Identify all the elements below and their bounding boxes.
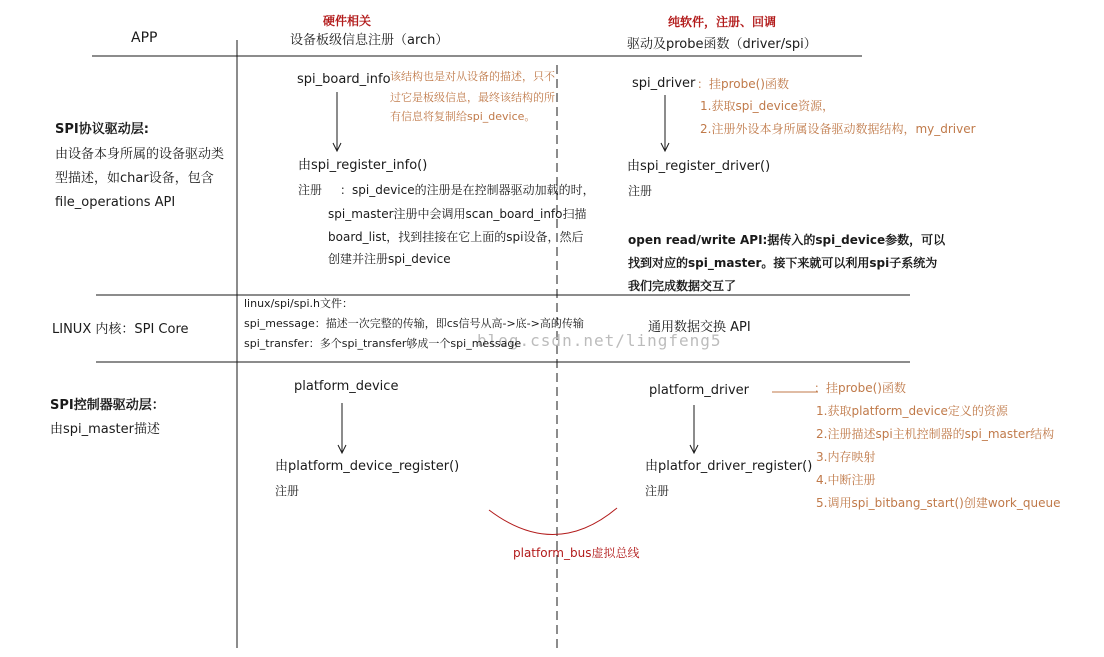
- hardware-subtitle: 设备板级信息注册（arch）: [290, 33, 449, 48]
- api-desc-1: open read/write API:据传入的spi_device参数，可以: [628, 233, 946, 247]
- platform-driver: platform_driver: [649, 383, 749, 398]
- controller-probe-item-4: 4.中断注册: [816, 473, 876, 487]
- board-info-note-3: 有信息将复制给spi_device。: [390, 110, 536, 123]
- spi-transfer-desc: spi_transfer：多个spi_transfer够成一个spi_message: [244, 337, 522, 350]
- driver-probe-title: ：挂probe()函数: [697, 77, 789, 91]
- api-desc-2: 找到对应的spi_master。接下来就可以利用spi子系统为: [628, 256, 938, 270]
- controller-probe-item-1: 1.获取platform_device定义的资源: [816, 404, 1008, 418]
- driver-probe-item-2: 2.注册外设本身所属设备驱动数据结构，my_driver: [700, 122, 976, 136]
- board-detail-1: ：spi_device的注册是在控制器驱动加载的时，: [340, 183, 595, 197]
- controller-probe-item-5: 5.调用spi_bitbang_start()创建work_queue: [816, 496, 1061, 510]
- spi-register-driver-note: 注册: [628, 184, 653, 198]
- platform-driver-register: 由platfor_driver_register(): [645, 459, 813, 474]
- software-title: 纯软件，注册、回调: [668, 15, 777, 29]
- protocol-layer-desc-2: 型描述，如char设备，包含: [55, 171, 214, 186]
- controller-layer-desc: 由spi_master描述: [50, 422, 160, 437]
- protocol-layer-desc-3: file_operations API: [55, 195, 176, 210]
- api-desc-3: 我们完成数据交互了: [628, 279, 737, 293]
- controller-probe-title: ：挂probe()函数: [814, 381, 906, 395]
- controller-probe-item-3: 3.内存映射: [816, 450, 876, 464]
- platform-device: platform_device: [294, 379, 399, 394]
- hardware-title: 硬件相关: [323, 14, 372, 28]
- driver-probe-item-1: 1.获取spi_device资源，: [700, 99, 835, 113]
- platform-device-register-note: 注册: [275, 484, 300, 498]
- board-info-note-2: 过它是板级信息，最终该结构的所: [390, 91, 555, 104]
- data-exchange-api: 通用数据交换 API: [648, 320, 751, 335]
- controller-layer-title: SPI控制器驱动层：: [50, 398, 165, 413]
- platform-bus-curve: [489, 508, 617, 535]
- spi-register-driver: 由spi_register_driver(): [627, 159, 771, 174]
- spi-register-info: 由spi_register_info(): [298, 158, 428, 173]
- board-info-note-1: 该结构也是对从设备的描述，只不: [390, 70, 555, 83]
- spi-message-desc: spi_message：描述一次完整的传输，即cs信号从高->底->高的传输: [244, 317, 584, 330]
- software-subtitle: 驱动及probe函数（driver/spi）: [627, 37, 817, 52]
- board-detail-3: board_list，找到挂接在它上面的spi设备，然后: [328, 230, 584, 244]
- app-label: APP: [131, 30, 158, 46]
- spi-header-file: linux/spi/spi.h文件：: [244, 297, 353, 310]
- platform-driver-register-note: 注册: [645, 484, 670, 498]
- protocol-layer-title: SPI协议驱动层:: [55, 122, 149, 137]
- board-detail-4: 创建并注册spi_device: [328, 252, 451, 266]
- platform-device-register: 由platform_device_register(): [275, 459, 460, 474]
- protocol-layer-desc-1: 由设备本身所属的设备驱动类: [55, 147, 225, 162]
- spi-register-info-note: 注册: [298, 183, 323, 197]
- spi-driver: spi_driver: [632, 76, 696, 91]
- spi-board-info: spi_board_info: [297, 72, 391, 87]
- controller-probe-item-2: 2.注册描述spi主机控制器的spi_master结构: [816, 427, 1055, 441]
- spi-core-label: LINUX 内核：SPI Core: [52, 322, 189, 337]
- platform-bus-label: platform_bus虚拟总线: [513, 546, 640, 560]
- watermark: blog.csdn.net/lingfeng5: [477, 331, 722, 350]
- board-detail-2: spi_master注册中会调用scan_board_info扫描: [328, 207, 587, 221]
